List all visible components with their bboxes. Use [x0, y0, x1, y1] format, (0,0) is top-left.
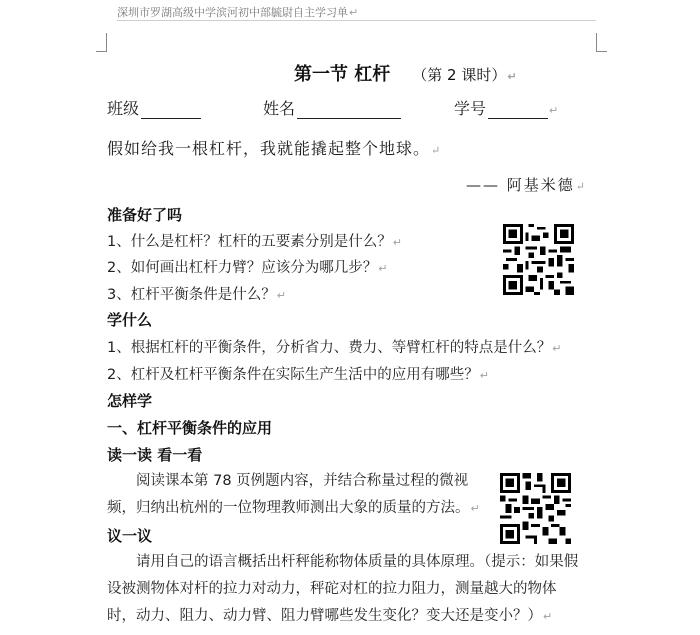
header-divider — [117, 20, 596, 21]
section-heading-learn: 学什么 — [107, 311, 153, 329]
question-item: 2、如何画出杠杆力臂？应该分为哪几步？↵ — [107, 260, 388, 276]
question-item: 1、根据杠杆的平衡条件，分析省力、费力、等臂杠杆的特点是什么？↵ — [107, 340, 562, 356]
margin-corner-left — [96, 33, 107, 52]
class-blank[interactable] — [141, 100, 201, 119]
title-main: 第一节 杠杆 — [294, 64, 391, 85]
question-item: 1、什么是杠杆？杠杆的五要素分别是什么？↵ — [107, 234, 402, 250]
quote-text: 假如给我一根杠杆，我就能撬起整个地球。↵ — [107, 139, 442, 158]
name-blank[interactable] — [297, 100, 401, 119]
class-field: 班级 — [107, 96, 201, 119]
activity-heading-read: 读一读 看一看 — [107, 446, 203, 464]
discuss-paragraph: 请用自己的语言概括出杆秤能称物体质量的具体原理。（提示：如果假设被测物体对杆的拉力对动力，秤砣对杠的拉力阻力，测量越大的物体时，动力、阻力、动力臂、阻力臂哪些发生变化？变大还是变小？）↵ — [107, 554, 579, 624]
section-heading-ready: 准备好了吗 — [107, 206, 183, 224]
section-heading-how: 怎样学 — [107, 392, 153, 410]
page-header: 深圳市罗湖高级中学滨河初中部毓尉自主学习单↵ — [117, 6, 359, 19]
question-item: 3、杠杆平衡条件是什么？↵ — [107, 287, 286, 303]
read-paragraph: 阅读课本第 78 页例题内容，并结合称量过程的微视频，归纳出杭州的一位物理教师测出大象的质量的方法。↵ — [107, 473, 480, 516]
id-field: 学号 ↵ — [454, 99, 559, 118]
margin-corner-right — [596, 33, 607, 52]
activity-heading-discuss: 议一议 — [107, 527, 153, 545]
question-item: 2、杠杆及杠杆平衡条件在实际生产生活中的应用有哪些？↵ — [107, 367, 489, 383]
qr-code-icon[interactable] — [500, 473, 571, 544]
quote-author: —— 阿基米德↵ — [466, 176, 587, 194]
page-title: 第一节 杠杆 （第 2 课时）↵ — [294, 64, 517, 85]
subsection-heading-balance: 一、杠杆平衡条件的应用 — [107, 419, 273, 437]
title-subtitle: （第 2 课时） — [412, 66, 507, 84]
name-field: 姓名 — [263, 96, 401, 119]
id-blank[interactable] — [488, 100, 548, 119]
qr-code-icon[interactable] — [503, 224, 574, 295]
